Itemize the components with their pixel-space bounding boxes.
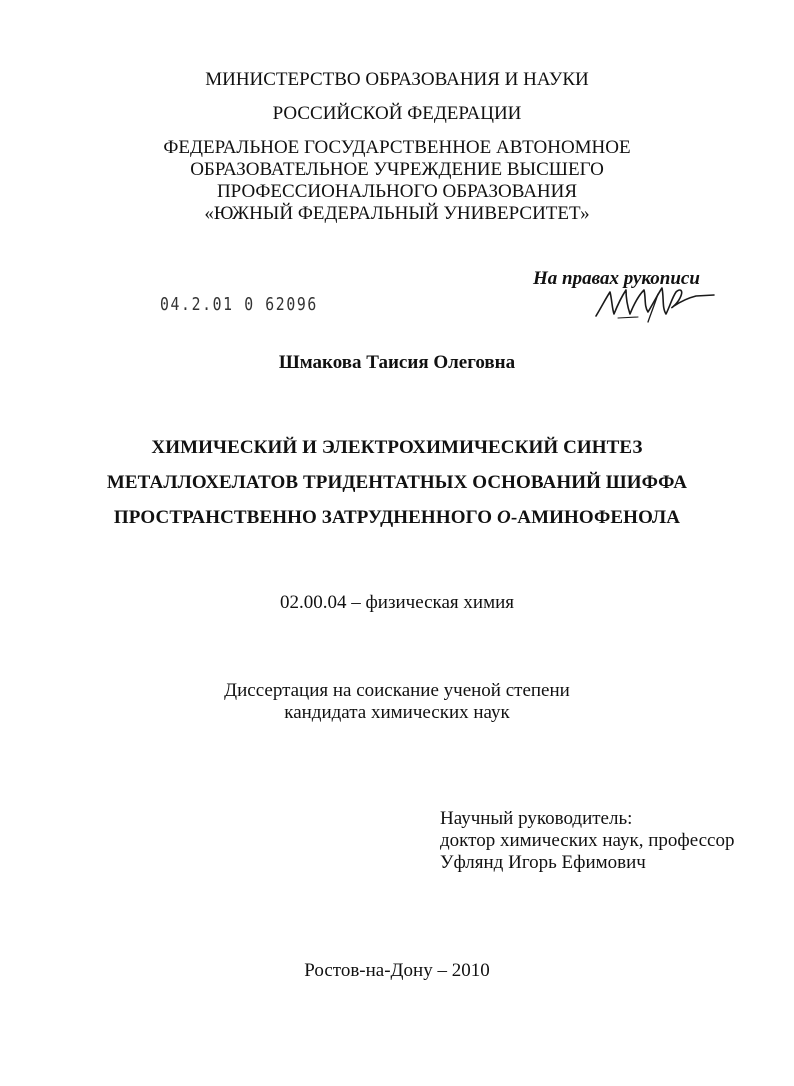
ministry-line-2: РОССИЙСКОЙ ФЕДЕРАЦИИ xyxy=(272,103,522,124)
thesis-title-line-3 xyxy=(0,507,794,529)
supervisor-block xyxy=(440,808,734,874)
supervisor-name: Уфлянд Игорь Ефимович xyxy=(440,852,646,873)
signature-icon xyxy=(588,276,718,326)
institution-line-3: ПРОФЕССИОНАЛЬНОГО ОБРАЗОВАНИЯ xyxy=(216,181,578,202)
institution-line-4: «ЮЖНЫЙ ФЕДЕРАЛЬНЫЙ УНИВЕРСИТЕТ» xyxy=(204,203,590,224)
institution-line-1: ФЕДЕРАЛЬНОЕ ГОСУДАРСТВЕННОЕ АВТОНОМНОЕ xyxy=(163,137,631,158)
author-name: Шмакова Таисия Олеговна xyxy=(278,352,516,373)
thesis-title-line-3-italic: О xyxy=(497,507,511,528)
thesis-title-line-1: ХИМИЧЕСКИЙ И ЭЛЕКТРОХИМИЧЕСКИЙ СИНТЕЗ xyxy=(151,437,643,458)
supervisor-title: доктор химических наук, профессор xyxy=(440,830,735,851)
supervisor-label: Научный руководитель: xyxy=(440,808,633,829)
registration-stamp: 04.2.01 0 62096 xyxy=(160,294,318,315)
manuscript-rights-label: На правах рукописи xyxy=(533,268,700,289)
degree-line-1: Диссертация на соискание ученой степени xyxy=(224,680,570,701)
thesis-title-line-3-suffix: -АМИНОФЕНОЛА xyxy=(510,507,681,528)
specialty-code: 02.00.04 – физическая химия xyxy=(279,592,514,613)
degree-line-2: кандидата химических наук xyxy=(284,702,510,723)
city-year: Ростов-на-Дону – 2010 xyxy=(304,960,490,981)
ministry-line-1: МИНИСТЕРСТВО ОБРАЗОВАНИЯ И НАУКИ xyxy=(205,69,589,90)
institution-line-2: ОБРАЗОВАТЕЛЬНОЕ УЧРЕЖДЕНИЕ ВЫСШЕГО xyxy=(190,159,604,180)
thesis-title-line-2: МЕТАЛЛОХЕЛАТОВ ТРИДЕНТАТНЫХ ОСНОВАНИЙ ШИФФА xyxy=(106,472,688,493)
thesis-title-line-3-prefix: ПРОСТРАНСТВЕННО ЗАТРУДНЕННОГО xyxy=(113,507,498,528)
